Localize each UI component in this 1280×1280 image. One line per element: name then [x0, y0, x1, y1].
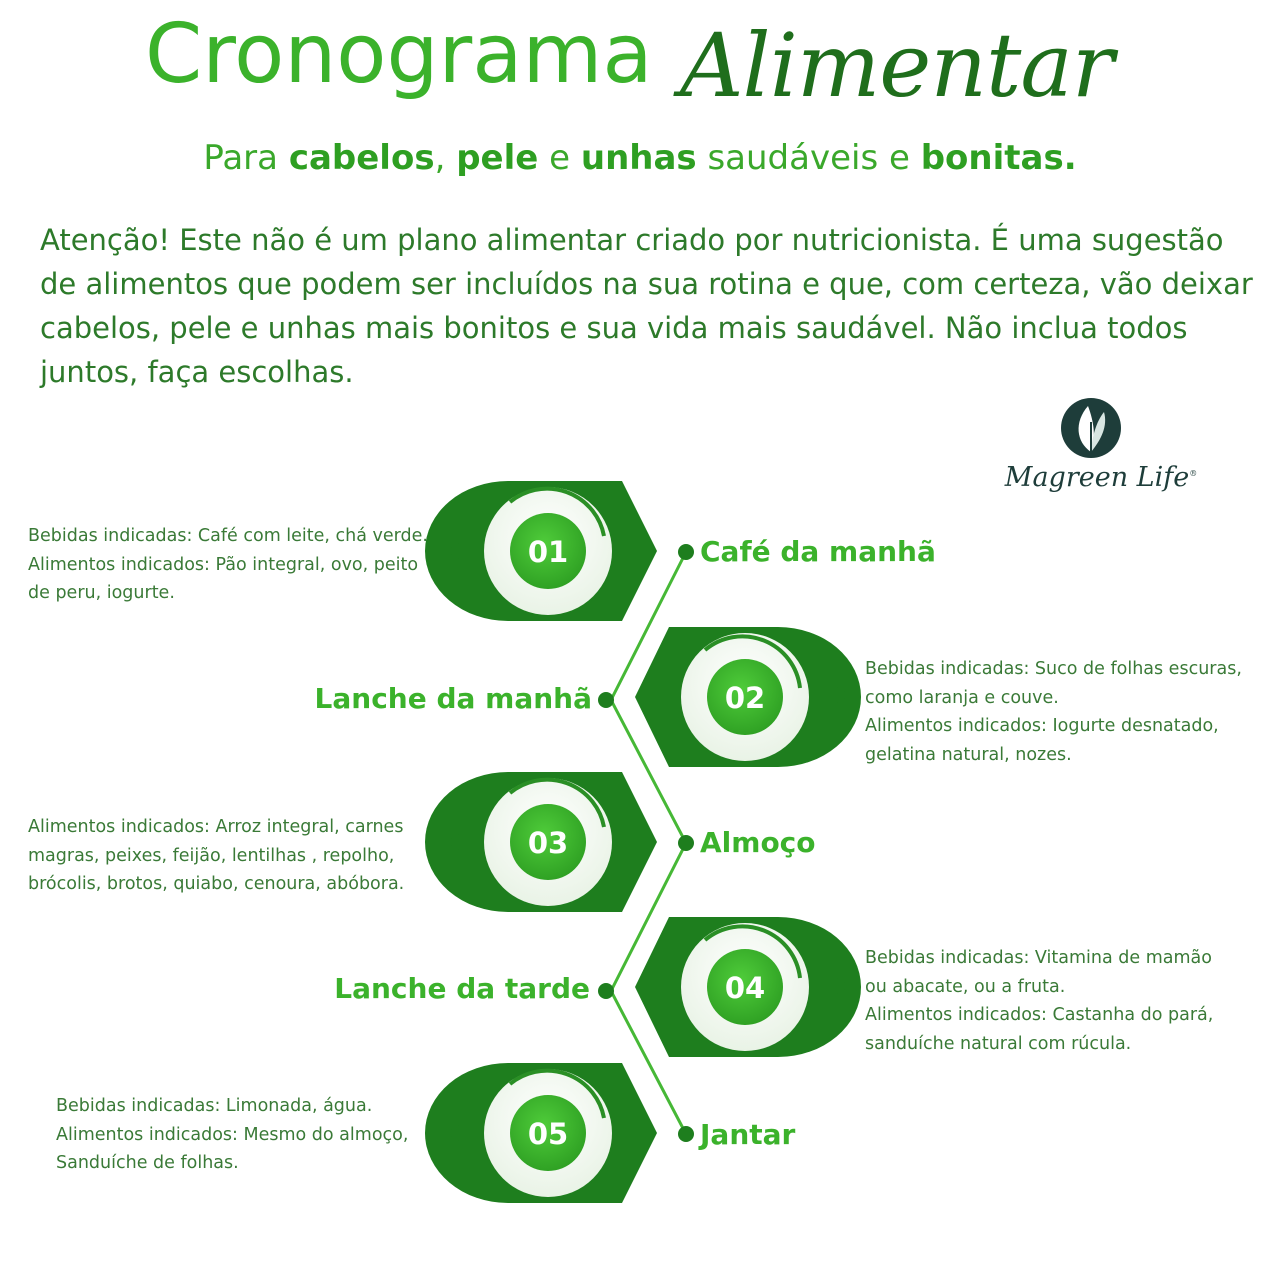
info-block-03	[28, 813, 448, 899]
step-number: 04	[724, 971, 766, 1005]
meal-label-lunch: Almoço	[700, 826, 816, 859]
meal-label-afternoon-snack: Lanche da tarde	[334, 972, 590, 1005]
info-line: Bebidas indicadas: Limonada, água.	[56, 1096, 373, 1116]
meal-label-morning-snack: Lanche da manhã	[314, 682, 592, 715]
page-title-script: Alimentar	[680, 14, 1113, 117]
info-line: de peru, iogurte.	[28, 583, 175, 603]
notice-paragraph: Atenção! Este não é um plano alimentar criado por nutricionista. É uma sugestão de alimentos que podem ser incluídos na sua rotina e que, com certeza, vão deixar cabelos, pele e unhas mais bonitos e sua vida mais saudável. Não inclua todos juntos, faça escolhas.	[40, 223, 1253, 389]
registered-mark: ®	[1189, 469, 1198, 478]
info-line: magras, peixes, feijão, lentilhas , repolho,	[28, 845, 395, 866]
subtitle-bold: pele	[456, 138, 539, 178]
info-line: Alimentos indicados: Arroz integral, carnes	[28, 817, 404, 837]
step-node-04	[635, 917, 861, 1057]
info-line: Bebidas indicadas: Suco de folhas escuras,	[865, 659, 1242, 679]
timeline-dot	[598, 983, 614, 999]
info-line: brócolis, brotos, quiabo, cenoura, abóbora.	[28, 874, 405, 894]
info-block-01	[28, 522, 448, 608]
step-number: 01	[527, 535, 569, 569]
info-line: como laranja e couve.	[865, 687, 1059, 708]
subtitle-bold: unhas	[580, 138, 697, 178]
info-line: Bebidas indicadas: Café com leite, chá verde.	[28, 526, 428, 546]
info-block-02	[865, 655, 1265, 769]
subtitle-part: saudáveis e	[696, 138, 921, 178]
step-node-03	[425, 772, 657, 912]
step-node-01	[425, 481, 657, 621]
brand-name-text: Magreen Life	[1004, 462, 1190, 493]
timeline-dot	[678, 835, 694, 851]
info-line: Alimentos indicados: Iogurte desnatado,	[865, 716, 1219, 736]
info-line: Alimentos indicados: Mesmo do almoço,	[56, 1124, 409, 1145]
info-line: Alimentos indicados: Castanha do pará,	[865, 1005, 1214, 1025]
info-line: gelatina natural, nozes.	[865, 744, 1072, 765]
timeline-dot	[598, 692, 614, 708]
subtitle-part: Para	[203, 138, 289, 178]
step-node-05	[425, 1063, 657, 1203]
step-number: 03	[527, 826, 569, 860]
step-number: 05	[527, 1117, 569, 1151]
info-line: ou abacate, ou a fruta.	[865, 976, 1066, 997]
info-line: Alimentos indicados: Pão integral, ovo, peito	[28, 554, 419, 575]
info-block-04	[865, 944, 1265, 1058]
info-line: sanduíche natural com rúcula.	[865, 1033, 1132, 1054]
meal-label-dinner: Jantar	[700, 1118, 796, 1151]
page-title: Cronograma	[145, 7, 653, 102]
timeline-dot	[678, 1126, 694, 1142]
meal-label-breakfast: Café da manhã	[700, 535, 936, 568]
step-node-02	[635, 627, 861, 767]
info-line: Bebidas indicadas: Vitamina de mamão	[865, 948, 1212, 968]
info-block-05	[56, 1092, 456, 1178]
info-line: Sanduíche de folhas.	[56, 1153, 239, 1173]
step-number: 02	[724, 681, 766, 715]
subtitle-bold: bonitas.	[920, 138, 1077, 178]
subtitle-part: ,	[434, 138, 457, 178]
subtitle-bold: cabelos	[288, 138, 435, 178]
subtitle-part: e	[538, 138, 581, 178]
timeline-dot	[678, 544, 694, 560]
